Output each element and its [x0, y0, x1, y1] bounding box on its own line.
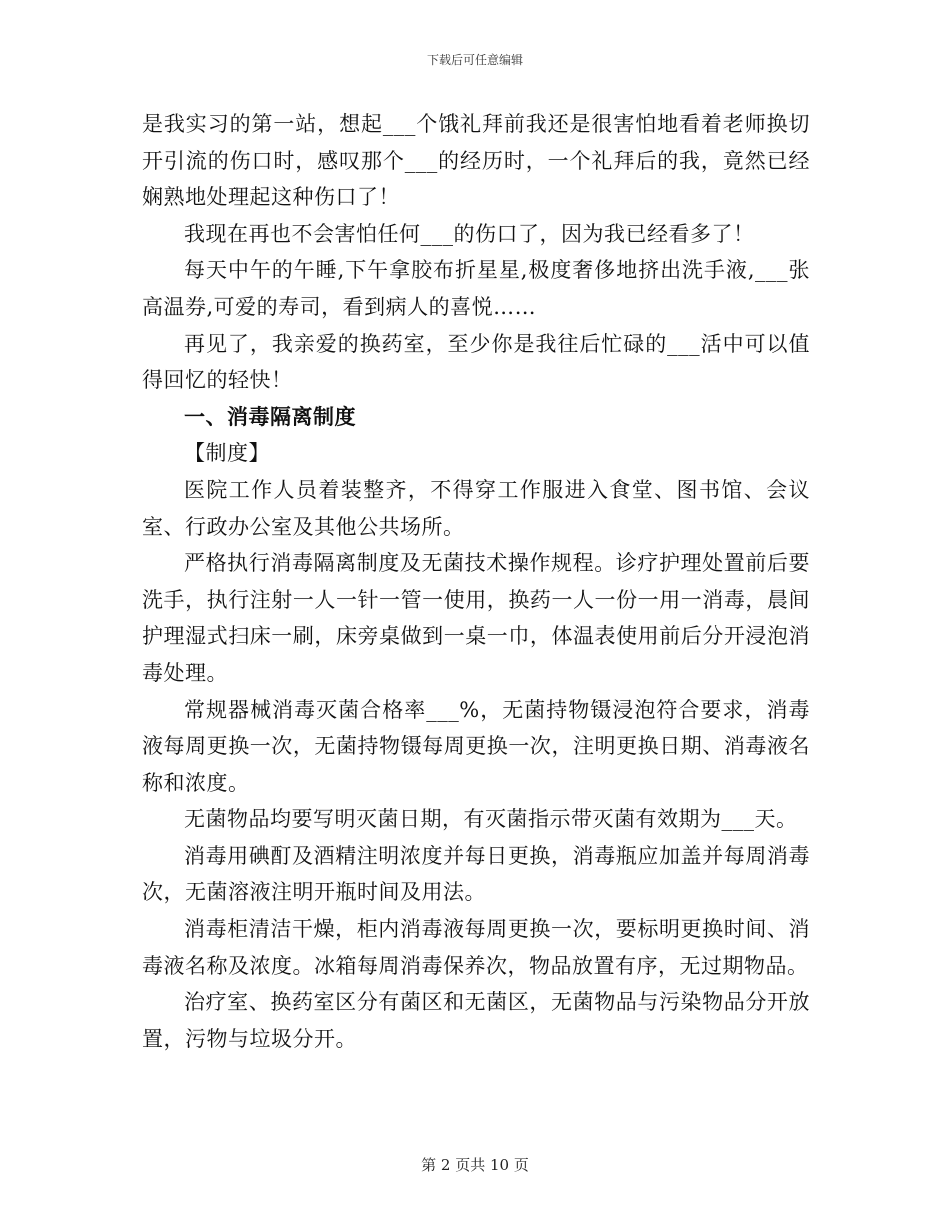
paragraph-continuation: 是我实习的第一站，想起___个饿礼拜前我还是很害怕地看着老师换切开引流的伤口时，感叹那个___的经历时，一个礼拜后的我，竟然已经娴熟地处理起这种伤口了！: [142, 112, 810, 210]
paragraph: 我现在再也不会害怕任何___的伤口了，因为我已经看多了！: [184, 221, 755, 246]
paragraph: 无菌物品均要写明灭菌日期，有灭菌指示带灭菌有效期为___天。: [184, 807, 798, 832]
paragraph: 再见了，我亲爱的换药室，至少你是我往后忙碌的___活中可以值得回忆的轻快！: [142, 331, 810, 393]
paragraph: 消毒柜清洁干燥，柜内消毒液每周更换一次，要标明更换时间、消毒液名称及浓度。冰箱每周消毒保养次，物品放置有序，无过期物品。: [142, 917, 810, 978]
paragraph: 严格执行消毒隔离制度及无菌技术操作规程。诊疗护理处置前后要洗手，执行注射一人一针一管一使用，换药一人一份一用一消毒，晨间护理湿式扫床一刷，床旁桌做到一桌一巾，体温表使用前后分开浸泡消毒处理。: [142, 551, 810, 685]
paragraph: 常规器械消毒灭菌合格率___%，无菌持物镊浸泡符合要求，消毒液每周更换一次，无菌持物镊每周更换一次，注明更换日期、消毒液名称和浓度。: [142, 697, 810, 795]
document-body: [142, 106, 810, 1057]
paragraph: 每天中午的午睡,下午拿胶布折星星,极度奢侈地挤出洗手液,___张高温券,可爱的寿司，看到病人的喜悦……: [142, 258, 810, 319]
subheading-bracket: 【制度】: [184, 441, 270, 466]
paragraph: 治疗室、换药室区分有菌区和无菌区，无菌物品与污染物品分开放置，污物与垃圾分开。: [142, 990, 810, 1051]
page-footer: 第 2 页共 10 页: [421, 1156, 529, 1174]
section-heading: 一、消毒隔离制度: [184, 403, 356, 429]
paragraph: 医院工作人员着装整齐，不得穿工作服进入食堂、图书馆、会议室、行政办公室及其他公共场所。: [142, 477, 810, 539]
page-header: 下载后可任意编辑: [426, 53, 523, 67]
paragraph: 消毒用碘酊及酒精注明浓度并每日更换，消毒瓶应加盖并每周消毒次，无菌溶液注明开瓶时间及用法。: [142, 843, 810, 905]
